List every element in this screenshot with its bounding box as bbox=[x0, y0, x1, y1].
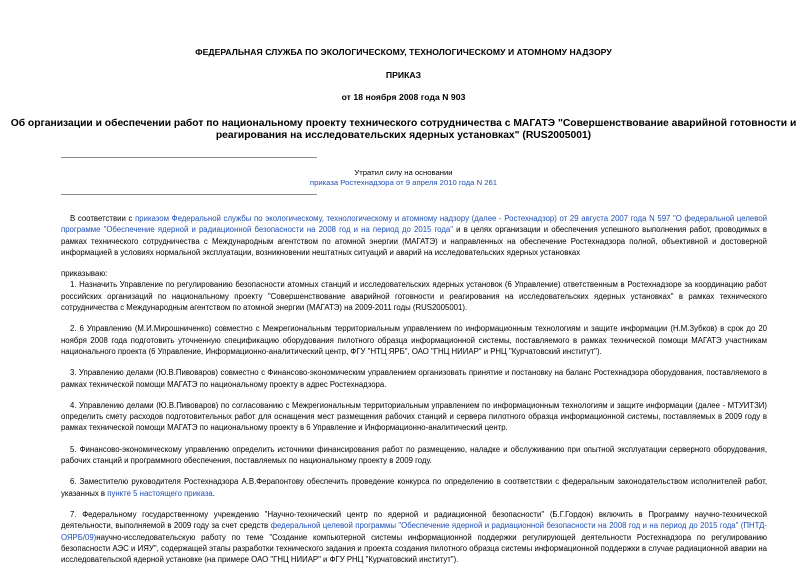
document-date-number: от 18 ноября 2008 года N 903 bbox=[341, 92, 466, 102]
item-6: 6. Заместителю руководителя Ростехнадзора А.В.Ферапонтову обеспечить проведение конкурса по определению в соответствии с федеральным законодательством исполнителей работ, указанных в пункте 5 настоящего приказа. bbox=[61, 477, 767, 498]
basis-order-link[interactable]: приказа Ростехнадзора от 9 апреля 2010 года N 261 bbox=[309, 178, 498, 187]
item-3: 3. Управлению делами (Ю.В.Пивоваров) совместно с Финансово-экономическим управлением организовать принятие и постановку на баланс Ростехнадзора оборудования, поставляемого в рамках технической помощи МАГАТЭ по национальному проекту в адрес Ростехнадзора. bbox=[61, 368, 767, 389]
document-type: ПРИКАЗ bbox=[385, 70, 422, 80]
item-4: 4. Управлению делами (Ю.В.Пивоваров) по согласованию с Межрегиональным территориальным управлением по информационным технологиям и защите информации (далее - МТУИТЗИ) определить смету расходов подготовительных работ для оснащения мест размещения рабочих станций и сервера пилотного образца информационной системы, поставляемых в 2009 году в рамках технической помощи МАГАТЭ по национальному проекту в 6 Управление и Информационно-аналитический центр. bbox=[61, 400, 767, 433]
item-2: 2. 6 Управлению (М.И.Мирошниченко) совместно с Межрегиональным территориальным управлением по информационным технологиям и защите информации (Н.М.Зубков) в срок до 20 ноября 2008 года подготовить уточненную спецификацию оборудования пилотного образца информационной системы, поставляемого в рамках технической помощи МАГАТЭ участникам национального проекта (6 Управление, Информационно-аналитический центр, ФГУ "НТЦ ЯРБ", ОАО "ГНЦ НИИАР" и РНЦ "Курчатовский институт"). bbox=[61, 324, 767, 356]
divider-bottom bbox=[61, 194, 317, 195]
document-title bbox=[0, 118, 807, 142]
order-word: приказываю: bbox=[61, 269, 108, 279]
title-line-2: реагирования на исследовательских ядерных установках" (RUS2005001) bbox=[215, 130, 592, 141]
divider-top bbox=[61, 157, 317, 158]
item-5-link[interactable]: пункте 5 настоящего приказа bbox=[107, 488, 213, 498]
status-note bbox=[0, 168, 807, 188]
fcp-link[interactable]: федеральной целевой программы "Обеспечение ядерной и радиационной безопасности на 2008 год и на период до 2015 года" (ПНТД-ОЯРБ/09) bbox=[61, 521, 768, 542]
item-1: 1. Назначить Управление по регулированию безопасности атомных станций и исследовательских ядерных установок (6 Управление) ответственным в Ростехнадзоре за координацию работ российских организаций по национальному проекту "Совершенствование аварийной готовности и реагирования на исследовательских ядерных установках" в рамках технического сотрудничества с Международным агентством по атомной энергии (МАГАТЭ) на 2009-2011 годы (RUS2005001). bbox=[61, 280, 767, 313]
document-body bbox=[61, 213, 767, 565]
lost-force-text: Утратил силу на основании bbox=[354, 168, 453, 177]
item-7: 7. Федеральному государственному учреждению "Научно-технический центр по ядерной и радиационной безопасности" (Б.Г.Гордон) включить в Программу научно-технической деятельности, выполняемой в 2009 году за счет средств федеральной целевой программы "Обеспечение ядерной и радиационной безопасности на 2008 год и на период до 2015 года" (ПНТД-ОЯРБ/09)научно-исследовательскую работу по теме "Создание компьютерной системы информационной поддержки регулирующей деятельности Ростехнадзора по регулированию безопасности АЭС и ИЯУ", содержащей этапы разработки технического задания и проекта создания пилотного образца системы информационной поддержки в случае радиационной аварии на исследовательской ядерной установке (на примере ОАО "ГНЦ НИИАР" и ФГУ РНЦ "Курчатовский институт"). bbox=[61, 509, 768, 565]
agency-name: ФЕДЕРАЛЬНАЯ СЛУЖБА ПО ЭКОЛОГИЧЕСКОМУ, ТЕХНОЛОГИЧЕСКОМУ И АТОМНОМУ НАДЗОРУ bbox=[195, 47, 612, 57]
intro-paragraph: В соответствии с приказом Федеральной службы по экологическому, технологическому и атомному надзору (далее - Ростехнадзор) от 29 августа 2007 года N 597 "О федеральной целевой программе "Обеспечение ядерной и радиационной безопасности на 2008 год и на период до 2015 года" и в целях организации и обеспечения успешного выполнения работ, проводимых в рамках технического сотрудничества с Международным агентством по атомной энергии (МАГАТЭ) и направленных на обеспечение Ростехнадзора полной, объективной и достоверной информацией в условиях нормальной эксплуатации, возникновении нештатных ситуаций и аварий на исследовательских ядерных установках bbox=[61, 214, 768, 257]
item-5: 5. Финансово-экономическому управлению определить источники финансирования работ по размещению, наладке и обслуживанию при опытной эксплуатации серверного оборудования, рабочих станций и программного обеспечения, поставляемых по национальному проекту в 2009 году. bbox=[61, 444, 767, 466]
title-line-1: Об организации и обеспечении работ по национальному проекту технического сотрудничества с МАГАТЭ "Совершенствование аварийной готовности и bbox=[10, 118, 797, 129]
order-597-link[interactable]: приказом Федеральной службы по экологическому, технологическому и атомному надзору (далее - Ростехнадзор) от 29 августа 2007 года N 597 "О федеральной целевой программе "Обеспечение ядерной и радиационной безопасности на 2008 год и на период до 2015 года" bbox=[61, 214, 768, 235]
